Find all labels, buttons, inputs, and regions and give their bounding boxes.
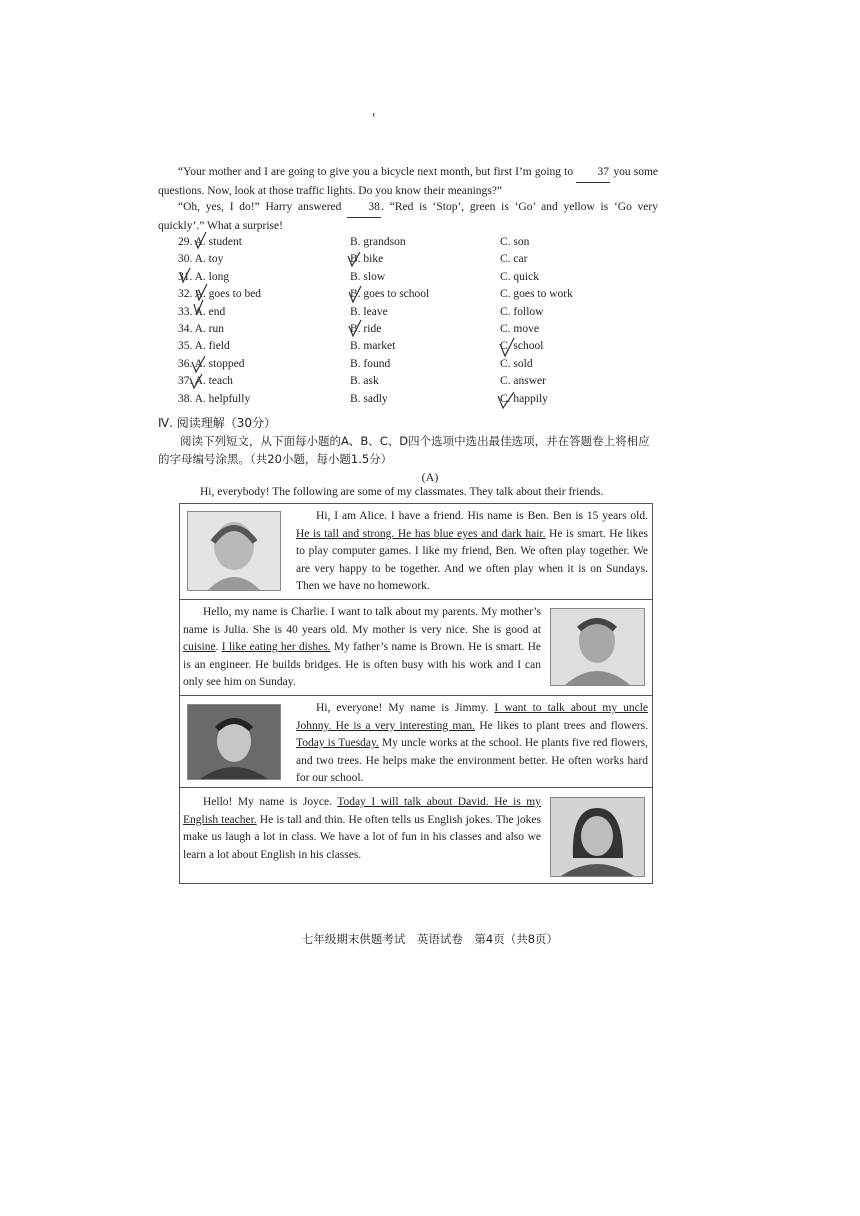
option-row (178, 373, 658, 390)
joyce-sentence-3: He is tall and thin. He often tells us English jokes. The jokes make us laugh a lot in class. We have a lot of fun in his classes and also we learn a lot about English in his classes. (183, 813, 541, 861)
option-c: C. son (500, 236, 530, 248)
option-c: C. quick (500, 270, 539, 283)
charlie-period: . (215, 641, 219, 654)
option-a: 35. A. field (178, 340, 230, 353)
option-row (178, 304, 658, 321)
passage-label: (A) (421, 470, 439, 484)
option-c: C. follow (500, 305, 544, 318)
option-b: B. goes to school (350, 288, 430, 301)
man-photo (187, 704, 281, 780)
option-b: B. grandson (350, 236, 406, 248)
alice-sentence-2-underlined: He is tall and strong. He has blue eyes and dark hair. (296, 527, 546, 540)
option-row (178, 356, 658, 373)
option-a: 31. A. long (178, 270, 230, 283)
jimmy-sentence-4-underlined: Today is Tuesday. (296, 737, 379, 750)
option-b: B. leave (350, 305, 388, 318)
option-row (178, 391, 658, 408)
option-row (178, 286, 658, 303)
jimmy-sentence-3: He likes to plant trees and flowers. (479, 719, 648, 732)
option-c: C. happily (500, 392, 548, 405)
classmate-box-charlie (179, 599, 653, 695)
charlie-word-cuisine: cuisine (183, 641, 216, 654)
option-c: C. car (500, 253, 528, 266)
charlie-sentence-1: Hello, my name is Charlie. I want to talk about my parents. My mother’s name is Julia. She is 40 years old. My mother is very nice. She is good at (183, 606, 541, 636)
option-b: B. bike (350, 253, 384, 266)
options-list (178, 234, 658, 408)
option-b: B. found (350, 357, 391, 370)
option-row (178, 338, 658, 355)
option-a: 29. A. student (178, 236, 242, 248)
stray-mark: ' (372, 112, 376, 127)
option-a: 30. A. toy (178, 253, 224, 266)
girl-photo (187, 511, 281, 591)
charlie-text (183, 604, 541, 692)
page-footer: 七年级期末供题考试 英语试卷 第4页（共8页） (301, 932, 559, 946)
option-row (178, 234, 658, 251)
option-c: C. answer (500, 375, 546, 388)
jimmy-sentence-1: Hi, everyone! My name is Jimmy. (316, 702, 489, 714)
passage-intro: Hi, everybody! The following are some of my classmates. They talk about their friends. (200, 486, 604, 498)
paragraph2-text-after: . “Red is ‘Stop’, green is ‘Go’ and yellow is ‘Go very quickly’.” What a surprise! (158, 201, 658, 232)
classmate-box-alice (179, 503, 653, 599)
jimmy-text (296, 700, 648, 788)
jimmy-sentence-2-underlined: I want to talk about my uncle Johnny. He is a very interesting man. (296, 702, 648, 732)
alice-sentence-3: He is smart. He likes to play computer games. I like my friend, Ben. We often play together. We are very happy to be together. And we often play when it is on Sundays. Then we have no homework. (296, 527, 648, 593)
option-a: 32. A. goes to bed (178, 288, 262, 301)
option-c: C. sold (500, 357, 533, 370)
classmate-box-joyce (179, 787, 653, 884)
option-c: C. school (500, 340, 544, 353)
cloze-paragraph-2 (158, 199, 658, 235)
option-b: B. market (350, 340, 396, 353)
option-a: 37. A. teach (178, 375, 233, 388)
boy-photo (550, 608, 645, 686)
option-c: C. goes to work (500, 288, 573, 301)
option-b: B. slow (350, 270, 386, 283)
girl-portrait-icon (188, 512, 280, 590)
option-b: B. ask (350, 375, 379, 388)
paragraph2-text-before: “Oh, yes, I do!” Harry answered (178, 201, 342, 213)
man-portrait-icon (188, 705, 280, 779)
classmate-box-jimmy (179, 695, 653, 787)
paragraph1-text-before: “Your mother and I are going to give you a bicycle next month, but first I’m going to (178, 166, 574, 178)
woman-portrait-icon (551, 798, 644, 876)
option-row (178, 269, 658, 286)
blank-37: 37 (576, 164, 610, 183)
charlie-sentence-5: My father’s name is Brown. He is smart. He is an engineer. He builds bridges. He is often busy with his work and I can only see him on Sunday. (183, 641, 542, 689)
section-title: Ⅳ. 阅读理解（30分） (158, 416, 276, 430)
option-row (178, 321, 658, 338)
joyce-sentence-2-underlined: Today I will talk about David. He is my English teacher. (183, 796, 542, 826)
charlie-sentence-4-underlined: I like eating her dishes. (221, 641, 331, 654)
option-b: B. sadly (350, 392, 388, 405)
alice-text (296, 508, 648, 596)
option-a: 36. A. stopped (178, 357, 245, 370)
option-row (178, 251, 658, 268)
joyce-sentence-1: Hello! My name is Joyce. (203, 796, 332, 808)
option-c: C. move (500, 322, 539, 335)
cloze-paragraph-1 (158, 164, 658, 200)
option-b: B. ride (350, 322, 382, 335)
blank-38: 38 (347, 199, 381, 218)
option-a: 34. A. run (178, 322, 224, 335)
alice-sentence-1: Hi, I am Alice. I have a friend. His name is Ben. Ben is 15 years old. (316, 510, 648, 522)
woman-photo (550, 797, 645, 877)
option-a: 33. A. end (178, 305, 226, 318)
boy-portrait-icon (551, 609, 644, 685)
jimmy-sentence-5: My uncle works at the school. He plants five red flowers, and two trees. He helps make the environment better. He often works hard for our school. (296, 737, 648, 785)
section-instruction: 阅读下列短文，从下面每小题的A、B、C、D四个选项中选出最佳选项，并在答题卷上将相应的字母编号涂黑。（共20小题，每小题1.5分） (158, 434, 650, 466)
paragraph1-text-after: you some questions. Now, look at those traffic lights. Do you know their meanings?” (158, 166, 659, 197)
joyce-text (183, 794, 541, 864)
option-a: 38. A. helpfully (178, 392, 251, 405)
